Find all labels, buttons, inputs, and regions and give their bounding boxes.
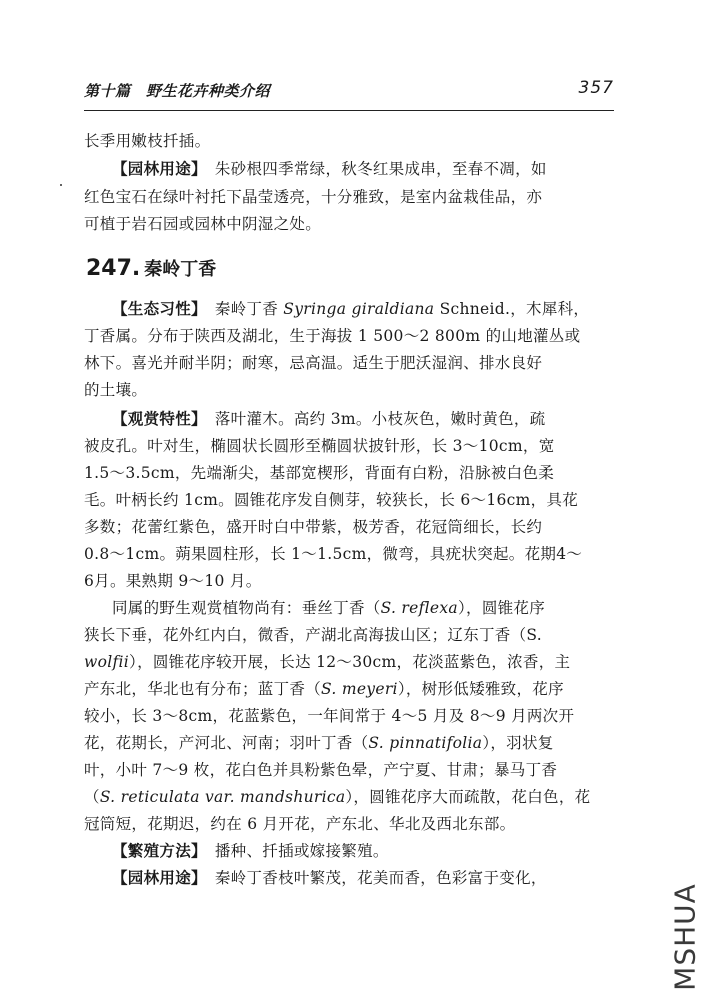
relatives-line-4: 产东北，华北也有分布；蓝丁香（S. meyeri），树形低矮雅致，花序 xyxy=(84,680,564,698)
section-name: 秦岭丁香 xyxy=(144,259,217,280)
speck-mark xyxy=(60,184,62,186)
relatives-line-5: 较小，长 3～8cm，花蓝紫色，一年间常于 4～5 月及 8～9 月两次开 xyxy=(84,707,575,725)
intro-line-2: 【园林用途】 朱砂根四季常绿，秋冬红果成串，至春不凋，如 xyxy=(112,160,547,178)
ecology-line-1: 【生态习性】 秦岭丁香 Syringa giraldiana Schneid.，木犀科， xyxy=(112,300,590,318)
garden-use-label: 【园林用途】 xyxy=(112,160,200,178)
intro-line-3: 红色宝石在绿叶衬托下晶莹透亮，十分雅致，是室内盆栽佳品，亦 xyxy=(84,188,543,206)
garden-use-line: 【园林用途】 秦岭丁香枝叶繁茂，花美而香，色彩富于变化， xyxy=(112,869,547,887)
relatives-line-1: 同属的野生观赏植物尚有：垂丝丁香（S. reflexa），圆锥花序 xyxy=(112,599,546,617)
section-title xyxy=(86,253,216,285)
ecology-label: 【生态习性】 xyxy=(112,300,200,318)
relatives-line-9: 冠筒短，花期迟，约在 6 月开花，产东北、华北及西北东部。 xyxy=(84,815,516,833)
relatives-line-3: wolfii），圆锥花序较开展，长达 12～30cm，花淡蓝紫色，浓香，主 xyxy=(84,653,571,671)
ecology-line-4: 的土壤。 xyxy=(84,381,148,399)
garden-use-label-2: 【园林用途】 xyxy=(112,869,200,887)
header-rule xyxy=(84,110,614,111)
ornamental-line-1: 【观赏特性】 落叶灌木。高约 3m。小枝灰色，嫩时黄色，疏 xyxy=(112,410,546,428)
propagation-label: 【繁殖方法】 xyxy=(112,842,200,860)
ornamental-line-2: 被皮孔。叶对生，椭圆状长圆形至椭圆状披针形，长 3～10cm，宽 xyxy=(84,437,555,455)
chapter-title: 第十篇 野生花卉种类介绍 xyxy=(84,82,271,100)
relatives-line-7: 叶，小叶 7～9 枚，花白色并具粉紫色晕，产宁夏、甘肃；暴马丁香 xyxy=(84,761,558,779)
intro-line-4: 可植于岩石园或园林中阴湿之处。 xyxy=(84,215,322,233)
ornamental-line-7: 6月。果熟期 9～10 月。 xyxy=(84,572,262,590)
watermark: MSHUA xyxy=(668,883,702,991)
latin-name: Syringa giraldiana xyxy=(283,300,435,318)
running-header xyxy=(84,80,614,106)
ornamental-label: 【观赏特性】 xyxy=(112,410,200,428)
relatives-line-6: 花，花期长，产河北、河南；羽叶丁香（S. pinnatifolia），羽状复 xyxy=(84,734,554,752)
ornamental-line-6: 0.8～1cm。蒴果圆柱形，长 1～1.5cm，微弯，具疣状突起。花期4～ xyxy=(84,545,583,563)
ornamental-line-3: 1.5～3.5cm，先端渐尖，基部宽楔形，背面有白粉，沿脉被白色柔 xyxy=(84,464,555,482)
page-number: 357 xyxy=(578,78,614,98)
intro-line-1: 长季用嫩枝扦插。 xyxy=(84,132,211,150)
ecology-line-2: 丁香属。分布于陕西及湖北，生于海拔 1 500～2 800m 的山地灌丛或 xyxy=(84,327,581,345)
ornamental-line-5: 多数；花蕾红紫色，盛开时白中带紫，极芳香，花冠筒细长，长约 xyxy=(84,518,543,536)
relatives-line-2: 狭长下垂，花外红内白，微香，产湖北高海拔山区；辽东丁香（S. xyxy=(84,626,542,644)
propagation-line: 【繁殖方法】 播种、扦插或嫁接繁殖。 xyxy=(112,842,389,860)
ecology-line-3: 林下。喜光并耐半阴；耐寒，忌高温。适生于肥沃湿润、排水良好 xyxy=(84,354,543,372)
relatives-line-8: （S. reticulata var. mandshurica），圆锥花序大而疏散，花白色，花 xyxy=(84,788,591,806)
ornamental-line-4: 毛。叶柄长约 1cm。圆锥花序发自侧芽，较狭长，长 6～16cm，具花 xyxy=(84,491,579,509)
section-number: 247. xyxy=(86,256,141,281)
